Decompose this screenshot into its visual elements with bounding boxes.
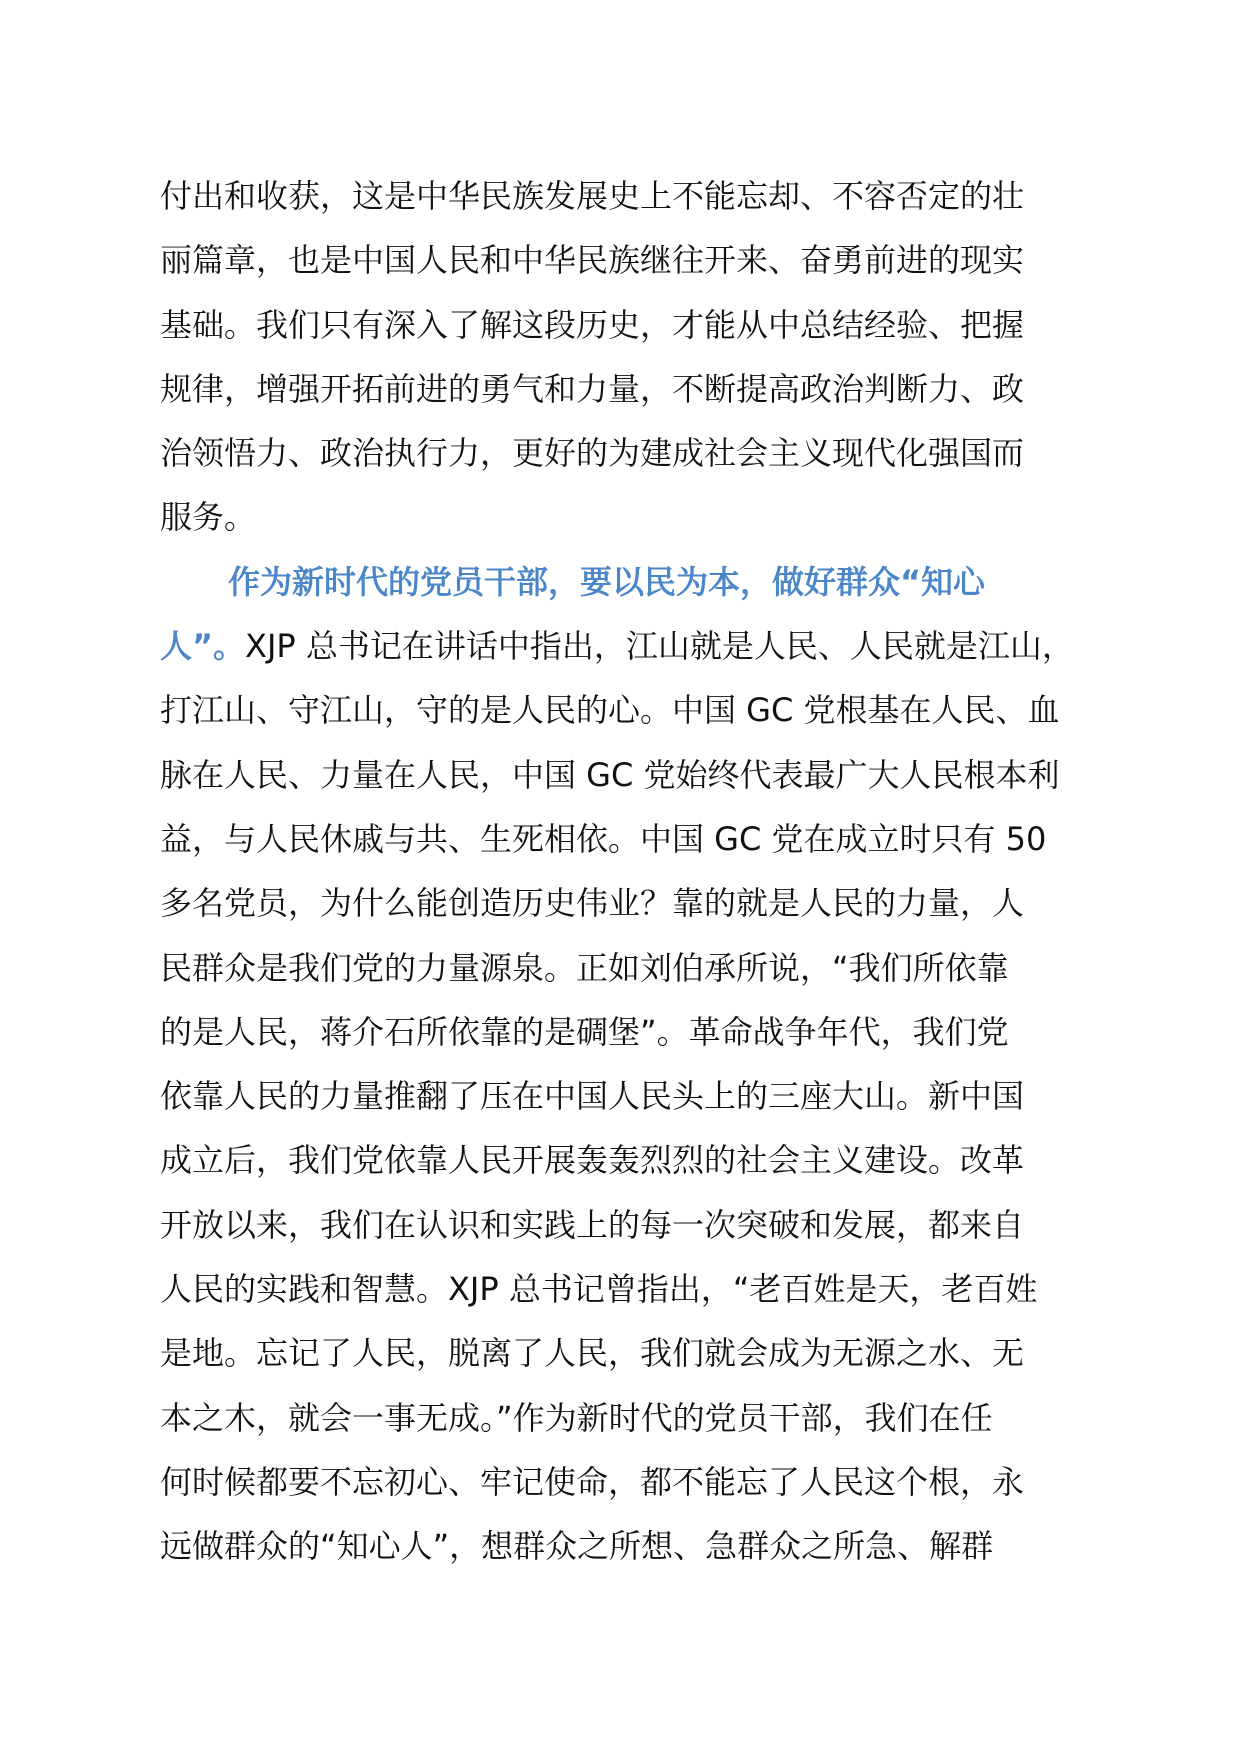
text-line-rest: XJP 总书记在讲话中指出，江山就是人民、人民就是江山，	[245, 627, 1074, 666]
text-line: 规律，增强开拓前进的勇气和力量，不断提高政治判断力、政	[160, 369, 1025, 408]
text-line: 多名党员，为什么能创造历史伟业？靠的就是人民的力量，人	[160, 884, 1025, 923]
text-line: 成立后，我们党依靠人民开展轰轰烈烈的社会主义建设。改革	[160, 1141, 1025, 1180]
section-heading-end: 人”。	[160, 627, 246, 666]
text-line: 脉在人民、力量在人民，中国 GC 党始终代表最广大人民根本利	[160, 755, 1060, 794]
text-line: 打江山、守江山，守的是人民的心。中国 GC 党根基在人民、血	[160, 691, 1060, 730]
text-line: 本之木，就会一事无成。”作为新时代的党员干部，我们在任	[160, 1398, 993, 1437]
text-line: 基础。我们只有深入了解这段历史，才能从中总结经验、把握	[160, 305, 1025, 344]
text-line: 治领悟力、政治执行力，更好的为建成社会主义现代化强国而	[160, 434, 1025, 473]
section-heading-line: 作为新时代的党员干部，要以民为本，做好群众“知心	[228, 562, 986, 601]
text-line: 服务。	[160, 498, 257, 537]
text-line: 付出和收获，这是中华民族发展史上不能忘却、不容否定的壮	[160, 177, 1025, 215]
text-line: 益，与人民休戚与共、生死相依。中国 GC 党在成立时只有 50	[160, 819, 1047, 858]
text-line	[160, 614, 1120, 678]
text-line: 人民的实践和智慧。XJP 总书记曾指出，“老百姓是天，老百姓	[160, 1270, 1038, 1309]
text-line: 何时候都要不忘初心、牢记使命，都不能忘了人民这个根，永	[160, 1462, 1025, 1501]
text-line: 远做群众的“知心人”，想群众之所想、急群众之所急、解群	[160, 1527, 994, 1566]
text-line: 丽篇章，也是中国人民和中华民族继往开来、奋勇前进的现实	[160, 241, 1025, 280]
text-line: 依靠人民的力量推翻了压在中国人民头上的三座大山。新中国	[160, 1077, 1025, 1116]
paragraph-1	[160, 164, 1120, 550]
text-line: 开放以来，我们在认识和实践上的每一次突破和发展，都来自	[160, 1205, 1025, 1244]
text-line: 民群众是我们党的力量源泉。正如刘伯承所说，“我们所依靠	[160, 948, 1009, 987]
text-line: 是地。忘记了人民，脱离了人民，我们就会成为无源之水、无	[160, 1334, 1025, 1373]
paragraph-2	[160, 550, 1120, 1579]
document-body	[160, 164, 1120, 1579]
text-line: 的是人民，蒋介石所依靠的是碉堡”。革命战争年代，我们党	[160, 1012, 1009, 1051]
